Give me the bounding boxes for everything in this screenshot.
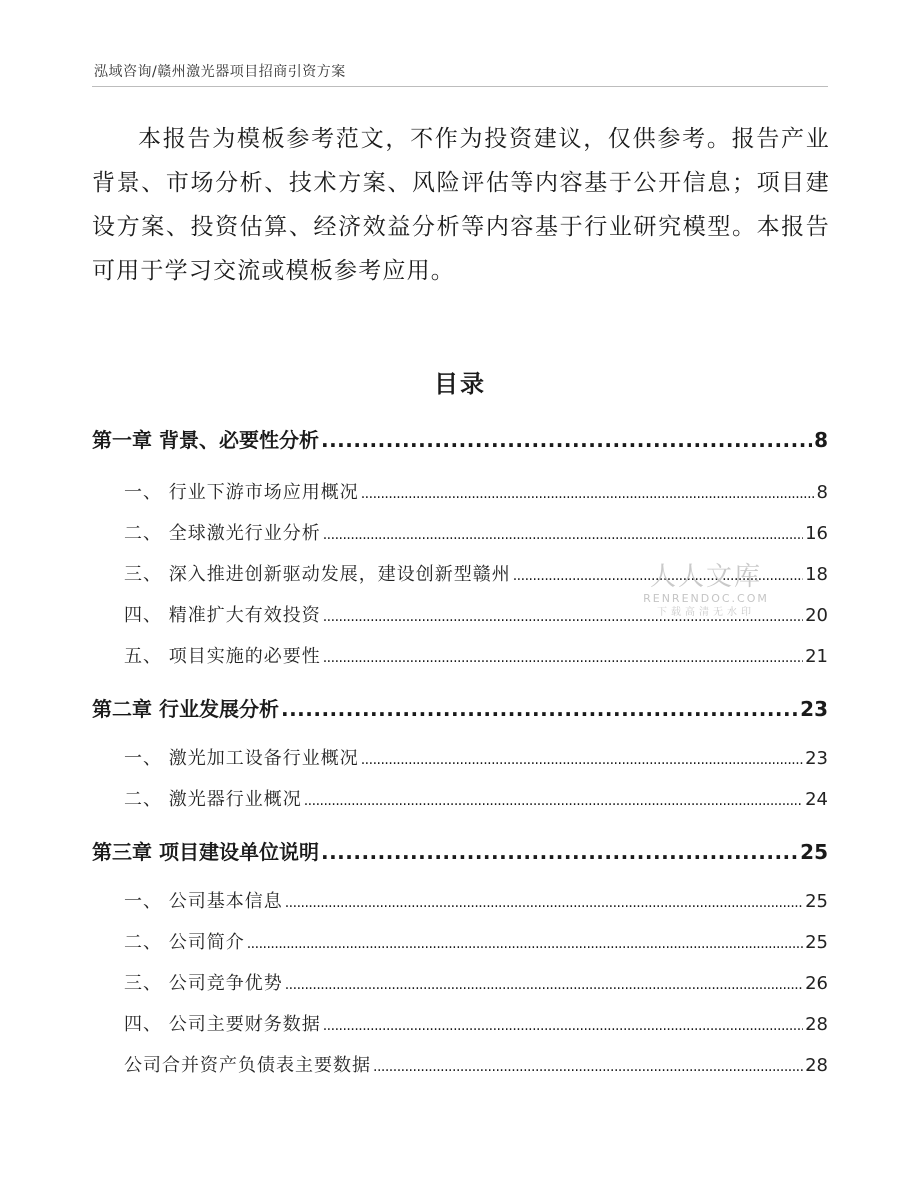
toc-page-number: 21 xyxy=(805,646,828,667)
toc-page-number: 25 xyxy=(805,891,828,912)
toc-section[interactable] xyxy=(124,887,828,913)
toc-page-number: 8 xyxy=(814,428,828,452)
toc-entry-label: 二、 全球激光行业分析 xyxy=(124,523,321,544)
toc-entry-label: 三、 公司竞争优势 xyxy=(124,973,283,994)
document-header: 泓域咨询/赣州激光器项目招商引资方案 xyxy=(94,64,346,80)
toc-leader-dots xyxy=(323,650,803,666)
toc-leader-dots xyxy=(323,1018,803,1034)
header-divider xyxy=(92,86,828,87)
toc-leader-dots xyxy=(513,568,803,584)
toc-leader-dots xyxy=(285,895,803,911)
watermark-url: RENRENDOC.COM xyxy=(643,592,769,605)
toc-entry-label: 公司合并资产负债表主要数据 xyxy=(124,1055,371,1076)
toc-leader-dots xyxy=(321,840,798,864)
toc-entry-label: 四、 精准扩大有效投资 xyxy=(124,605,321,626)
toc-page-number: 23 xyxy=(805,748,828,769)
toc-section[interactable] xyxy=(124,601,828,627)
toc-leader-dots xyxy=(361,752,803,768)
toc-entry-label: 二、 公司简介 xyxy=(124,932,245,953)
toc-leader-dots xyxy=(373,1059,803,1075)
toc-entry-label: 一、 激光加工设备行业概况 xyxy=(124,748,359,769)
toc-chapter-2[interactable] xyxy=(92,693,828,722)
toc-leader-dots xyxy=(281,697,798,721)
toc-section[interactable] xyxy=(124,785,828,811)
toc-leader-dots xyxy=(361,486,815,502)
toc-entry-label: 第一章 背景、必要性分析 xyxy=(92,428,319,452)
toc-page-number: 18 xyxy=(805,564,828,585)
toc-title: 目录 xyxy=(434,370,486,398)
toc-page-number: 24 xyxy=(805,789,828,810)
watermark-tagline: 下载高清无水印 xyxy=(657,607,755,618)
toc-entry-label: 四、 公司主要财务数据 xyxy=(124,1014,321,1035)
toc-page-number: 16 xyxy=(805,523,828,544)
toc-leader-dots xyxy=(247,936,803,952)
toc-page-number: 20 xyxy=(805,605,828,626)
watermark-brand: 人人文库 xyxy=(649,562,762,592)
toc-section[interactable] xyxy=(124,969,828,995)
toc-leader-dots xyxy=(321,428,812,452)
toc-page-number: 25 xyxy=(805,932,828,953)
toc-chapter-3[interactable] xyxy=(92,836,828,865)
toc-page-number: 23 xyxy=(800,697,828,721)
toc-chapter-1[interactable] xyxy=(92,424,828,453)
intro-paragraph: 本报告为模板参考范文，不作为投资建议，仅供参考。报告产业背景、市场分析、技术方案、风险评估等内容基于公开信息；项目建设方案、投资估算、经济效益分析等内容基于行业研究模型。本报告可用于学习交流或模板参考应用。 xyxy=(92,126,830,284)
toc-section[interactable] xyxy=(124,560,828,586)
toc-entry-label: 第三章 项目建设单位说明 xyxy=(92,840,319,864)
toc-page-number: 8 xyxy=(816,482,828,503)
toc-leader-dots xyxy=(285,977,803,993)
toc-section[interactable] xyxy=(124,642,828,668)
toc-section[interactable] xyxy=(124,519,828,545)
toc-leader-dots xyxy=(304,793,803,809)
toc-section[interactable] xyxy=(124,928,828,954)
toc-entry-label: 第二章 行业发展分析 xyxy=(92,697,279,721)
toc-page-number: 25 xyxy=(800,840,828,864)
toc-section[interactable] xyxy=(124,478,828,504)
toc-entry-label: 一、 行业下游市场应用概况 xyxy=(124,482,359,503)
toc-section[interactable] xyxy=(124,1051,828,1077)
toc-page-number: 28 xyxy=(805,1014,828,1035)
toc-entry-label: 三、 深入推进创新驱动发展，建设创新型赣州 xyxy=(124,564,511,585)
toc-leader-dots xyxy=(323,609,803,625)
toc-page-number: 28 xyxy=(805,1055,828,1076)
toc-entry-label: 五、 项目实施的必要性 xyxy=(124,646,321,667)
toc-entry-label: 一、 公司基本信息 xyxy=(124,891,283,912)
toc-entry-label: 二、 激光器行业概况 xyxy=(124,789,302,810)
toc-page-number: 26 xyxy=(805,973,828,994)
toc-leader-dots xyxy=(323,527,803,543)
toc-section[interactable] xyxy=(124,1010,828,1036)
toc-section[interactable] xyxy=(124,744,828,770)
